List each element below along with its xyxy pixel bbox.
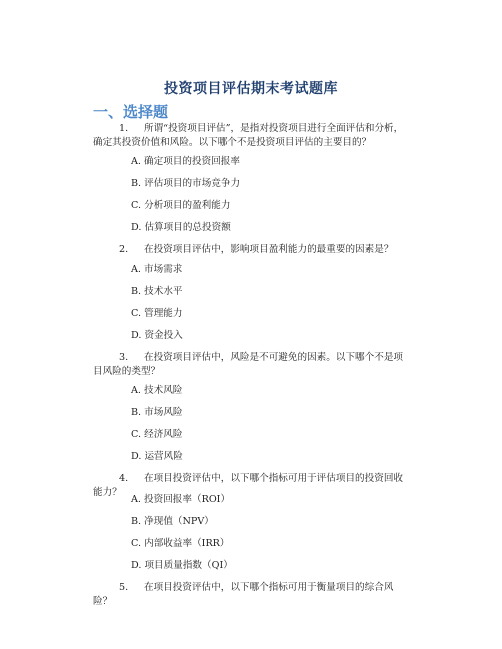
option-item: C. 内部收益率（IRR）	[131, 538, 230, 549]
question-1	[93, 122, 411, 150]
question-text: 在投资项目评估中，风险是不可避免的因素。以下哪个不是项目风险的类型？	[93, 352, 404, 377]
document-title: 投资项目评估期末考试题库	[164, 81, 338, 97]
option-item: B. 评估项目的市场竞争力	[131, 178, 241, 189]
option-item: A. 确定项目的投资回报率	[131, 156, 240, 167]
question-number: 1.	[119, 123, 129, 134]
option-item: C. 分析项目的盈利能力	[131, 200, 231, 211]
question-text: 在投资项目评估中，影响项目盈利能力的最重要的因素是？	[144, 244, 394, 255]
option-item: B. 技术水平	[131, 286, 183, 297]
option-item: C. 经济风险	[131, 429, 183, 440]
question-2	[93, 243, 411, 257]
option-item: D. 项目质量指数（QI）	[131, 560, 233, 571]
question-5	[93, 581, 411, 609]
option-item: C. 管理能力	[131, 308, 183, 319]
question-text: 在项目投资评估中，以下哪个指标可用于评估项目的投资回收能力？	[93, 473, 404, 498]
question-number: 4.	[119, 473, 129, 484]
option-item: B. 市场风险	[131, 407, 183, 418]
question-text: 所谓“投资项目评估”，是指对投资项目进行全面评估和分析，确定其投资价值和风险。以下哪个不是投资项目评估的主要目的？	[93, 123, 404, 148]
option-item: A. 投资回报率（ROI）	[131, 494, 231, 505]
question-number: 5.	[119, 582, 129, 593]
option-item: B. 净现值（NPV）	[131, 516, 214, 527]
option-item: A. 市场需求	[131, 264, 183, 275]
option-item: D. 运营风险	[131, 451, 183, 462]
option-item: A. 技术风险	[131, 385, 183, 396]
option-item: D. 估算项目的总投资额	[131, 222, 231, 233]
question-number: 2.	[119, 244, 129, 255]
question-text: 在项目投资评估中，以下哪个指标可用于衡量项目的综合风险？	[93, 582, 394, 607]
option-item: D. 资金投入	[131, 330, 183, 341]
section-heading: 一、选择题	[93, 103, 169, 121]
question-number: 3.	[119, 352, 129, 363]
question-3	[93, 351, 411, 379]
